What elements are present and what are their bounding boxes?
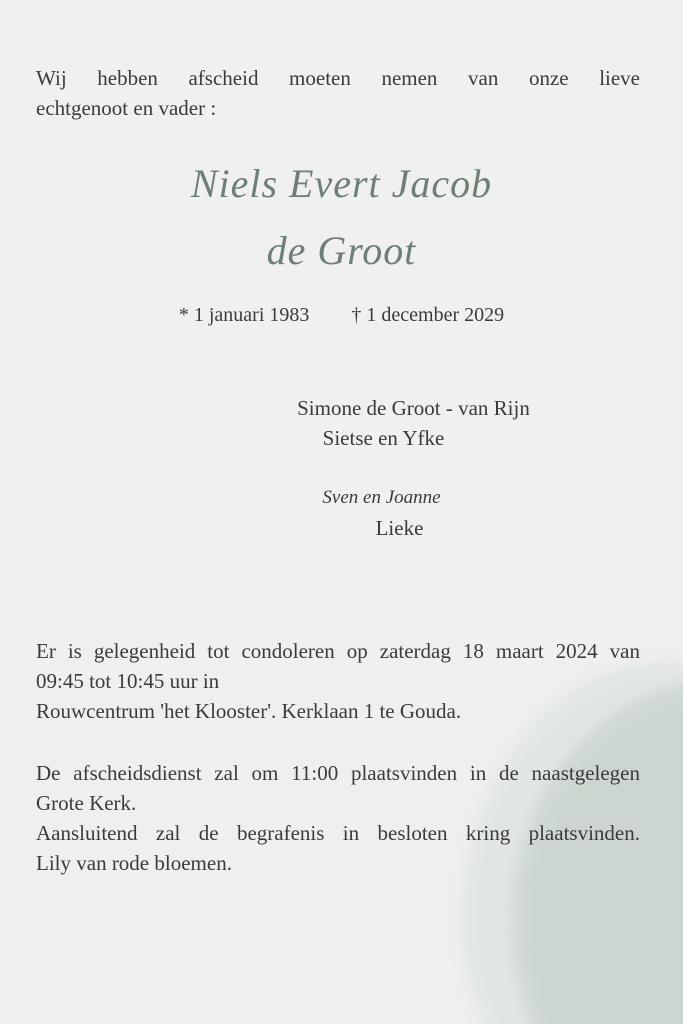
intro-line-2: echtgenoot en vader : (36, 96, 217, 120)
condolence-paragraph (36, 636, 640, 726)
family-line-spouse: Simone de Groot - van Rijn (297, 396, 530, 420)
condolence-line-3: Rouwcentrum 'het Klooster'. Kerklaan 1 te Gouda. (36, 699, 462, 723)
birth-date: * 1 januari 1983 (178, 304, 310, 326)
death-date: † 1 december 2029 (351, 304, 505, 326)
family-line-relatives: Sven en Joanne (322, 487, 441, 508)
life-dates (0, 301, 683, 329)
service-paragraph (36, 758, 640, 878)
family-line-relative: Lieke (375, 516, 424, 540)
condolence-line-1: Er is gelegenheid tot condoleren op zaterdag 18 maart 2024 van (36, 639, 640, 663)
service-line-2: Grote Kerk. (36, 791, 137, 815)
intro-paragraph (36, 63, 640, 123)
family-spacer (0, 453, 683, 483)
deceased-first-names: Niels Evert Jacob (190, 161, 493, 206)
service-line-1: De afscheidsdienst zal om 11:00 plaatsvinden in de naastgelegen (36, 761, 640, 785)
intro-line-1: Wij hebben afscheid moeten nemen van onze lieve (36, 66, 640, 90)
service-line-3: Aansluitend zal de begrafenis in besloten kring plaatsvinden. (36, 821, 640, 845)
condolence-line-2: 09:45 tot 10:45 uur in (36, 669, 220, 693)
family-line-children: Sietse en Yfke (322, 426, 445, 450)
deceased-last-name: de Groot (266, 228, 417, 273)
service-line-4: Lily van rode bloemen. (36, 851, 232, 875)
family-names (0, 393, 683, 543)
deceased-name (0, 150, 683, 284)
